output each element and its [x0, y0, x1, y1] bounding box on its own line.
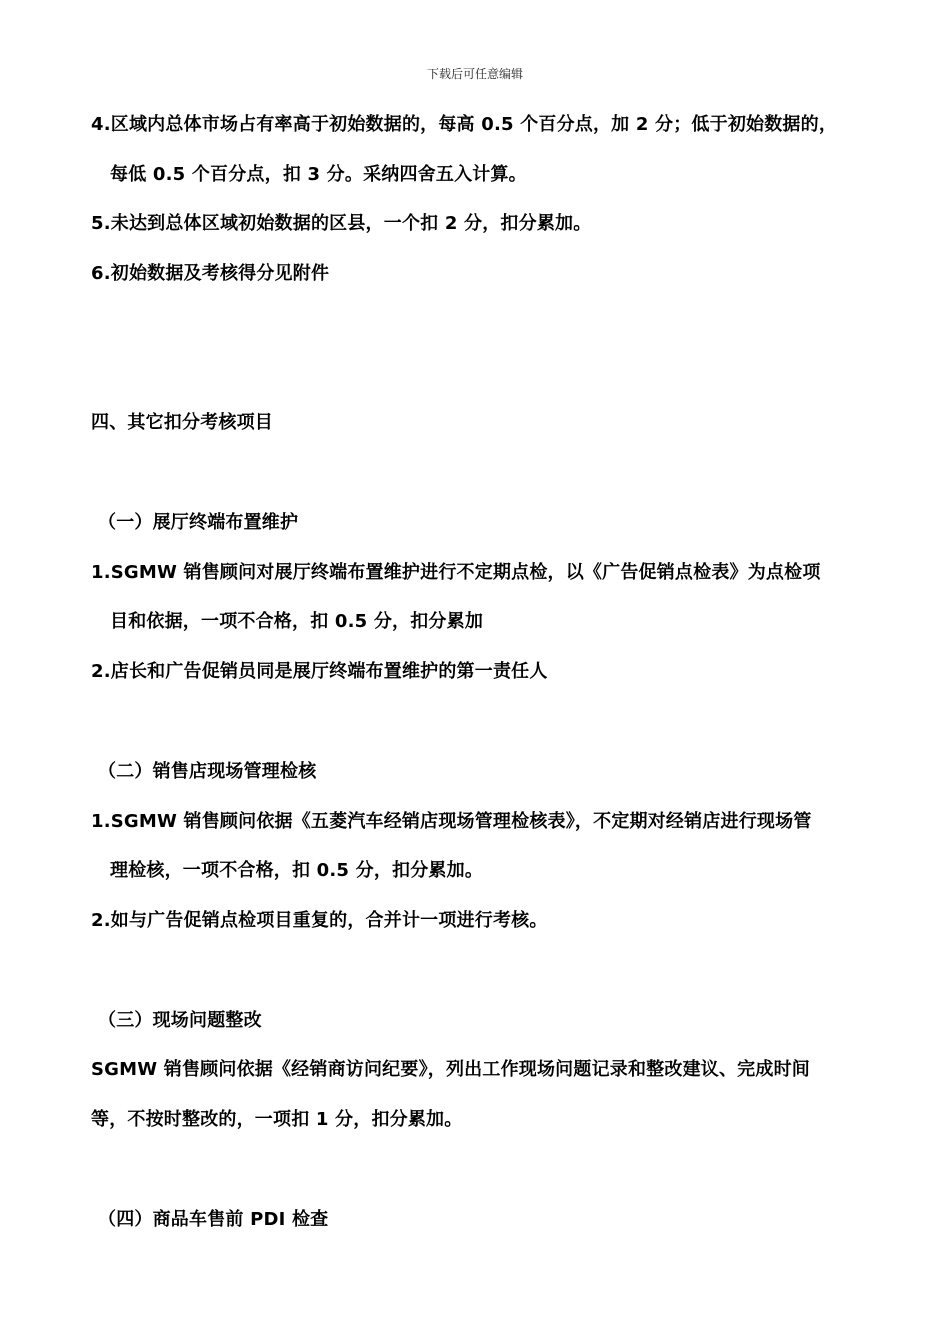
rule-6: 6.初始数据及考核得分见附件 [91, 263, 330, 284]
subsection-1-item-2: 2.店长和广告促销员同是展厅终端布置维护的第一责任人 [91, 661, 548, 682]
subsection-2-item-1-line-2: 理检核，一项不合格，扣 0.5 分，扣分累加。 [110, 860, 484, 881]
subsection-1-item-1-line-1: 1.SGMW 销售顾问对展厅终端布置维护进行不定期点检，以《广告促销点检表》为点检项 [91, 562, 821, 583]
subsection-3-text-line-2: 等，不按时整改的，一项扣 1 分，扣分累加。 [91, 1109, 463, 1130]
subsection-2-item-1-line-1: 1.SGMW 销售顾问依据《五菱汽车经销店现场管理检核表》，不定期对经销店进行现场管 [91, 811, 812, 832]
section-4-heading: 四、其它扣分考核项目 [91, 412, 273, 433]
subsection-1-item-1-line-2: 目和依据，一项不合格，扣 0.5 分，扣分累加 [110, 611, 484, 632]
subsection-4-heading: （四）商品车售前 PDI 检查 [98, 1209, 329, 1230]
rule-4-line-1: 4.区域内总体市场占有率高于初始数据的，每高 0.5 个百分点，加 2 分；低于初始数据的， [91, 114, 838, 135]
page-header: 下载后可任意编辑 [426, 67, 523, 81]
subsection-2-item-2: 2.如与广告促销点检项目重复的，合并计一项进行考核。 [91, 910, 548, 931]
subsection-2-heading: （二）销售店现场管理检核 [98, 761, 317, 782]
rule-4-line-2: 每低 0.5 个百分点，扣 3 分。采纳四舍五入计算。 [110, 164, 527, 185]
subsection-3-text-line-1: SGMW 销售顾问依据《经销商访问纪要》，列出工作现场问题记录和整改建议、完成时间 [91, 1059, 810, 1080]
subsection-1-heading: （一）展厅终端布置维护 [98, 512, 299, 533]
subsection-3-heading: （三）现场问题整改 [98, 1010, 262, 1031]
rule-5: 5.未达到总体区域初始数据的区县，一个扣 2 分，扣分累加。 [91, 213, 592, 234]
